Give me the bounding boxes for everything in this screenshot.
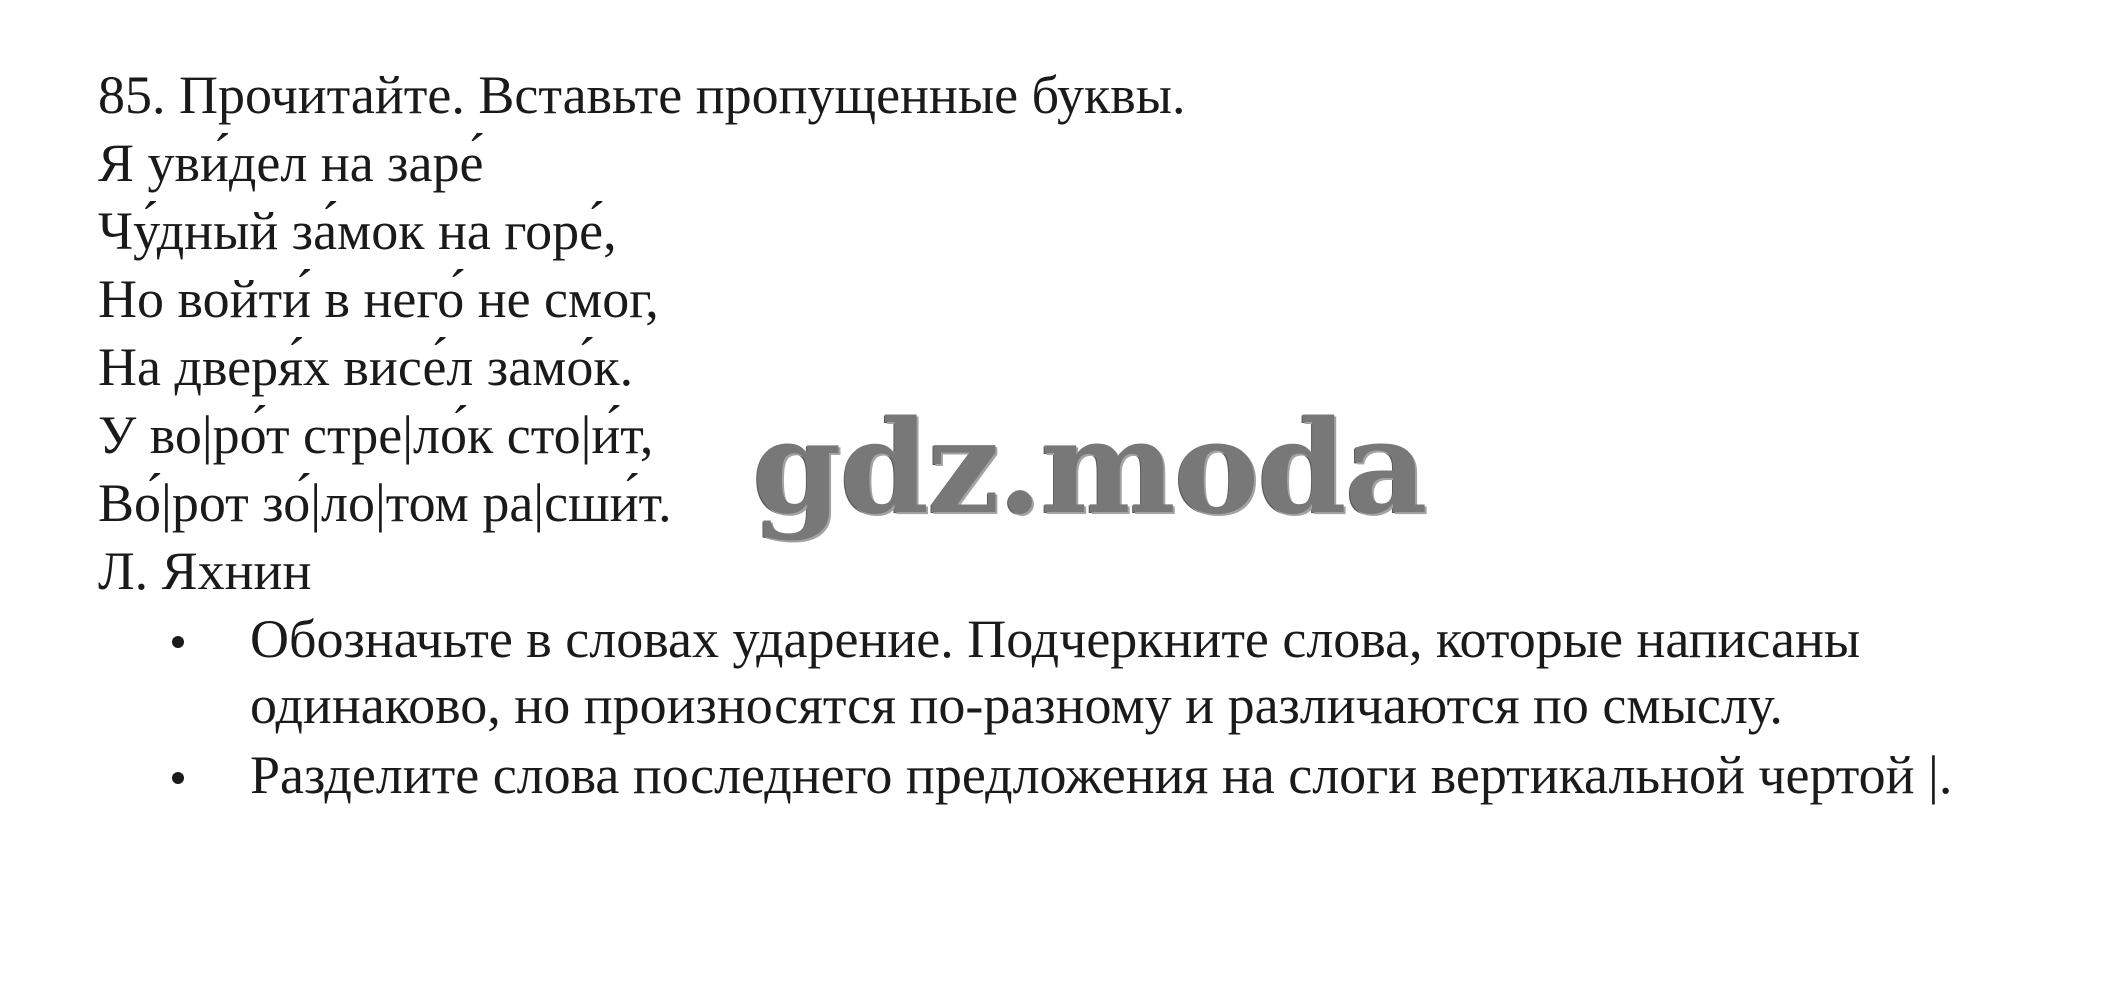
bullet-icon [172,636,184,648]
poem-line-6: Во́|рот зо́|ло|том ра|сши́т. [98,473,672,533]
poem-line-5: У во|ро́т стре|ло́к сто|и́т, [98,405,654,465]
exercise-title: 85. Прочитайте. Вставьте пропущенные буквы. [98,65,1186,125]
poem-line-2: Чу́дный за́мок на горе́, [98,201,617,261]
poem-author: Л. Яхнин [98,541,312,601]
poem-line-3: Но войти́ в него́ не смог, [98,269,659,329]
poem-line-4: На дверя́х висе́л замо́к. [98,337,634,397]
watermark-logo: gdz.moda [752,393,1426,543]
bullet-icon [172,772,184,784]
task-item-2: Разделите слова последнего предложения на слоги вертикальной чертой |. [250,745,1953,805]
poem-line-1: Я уви́дел на заре́ [98,133,484,193]
task-item-1: Обозначьте в словах ударение. Подчеркните слова, которые написаны одинаково, но произносятся по-разному и различаются по смыслу. [250,609,1861,735]
